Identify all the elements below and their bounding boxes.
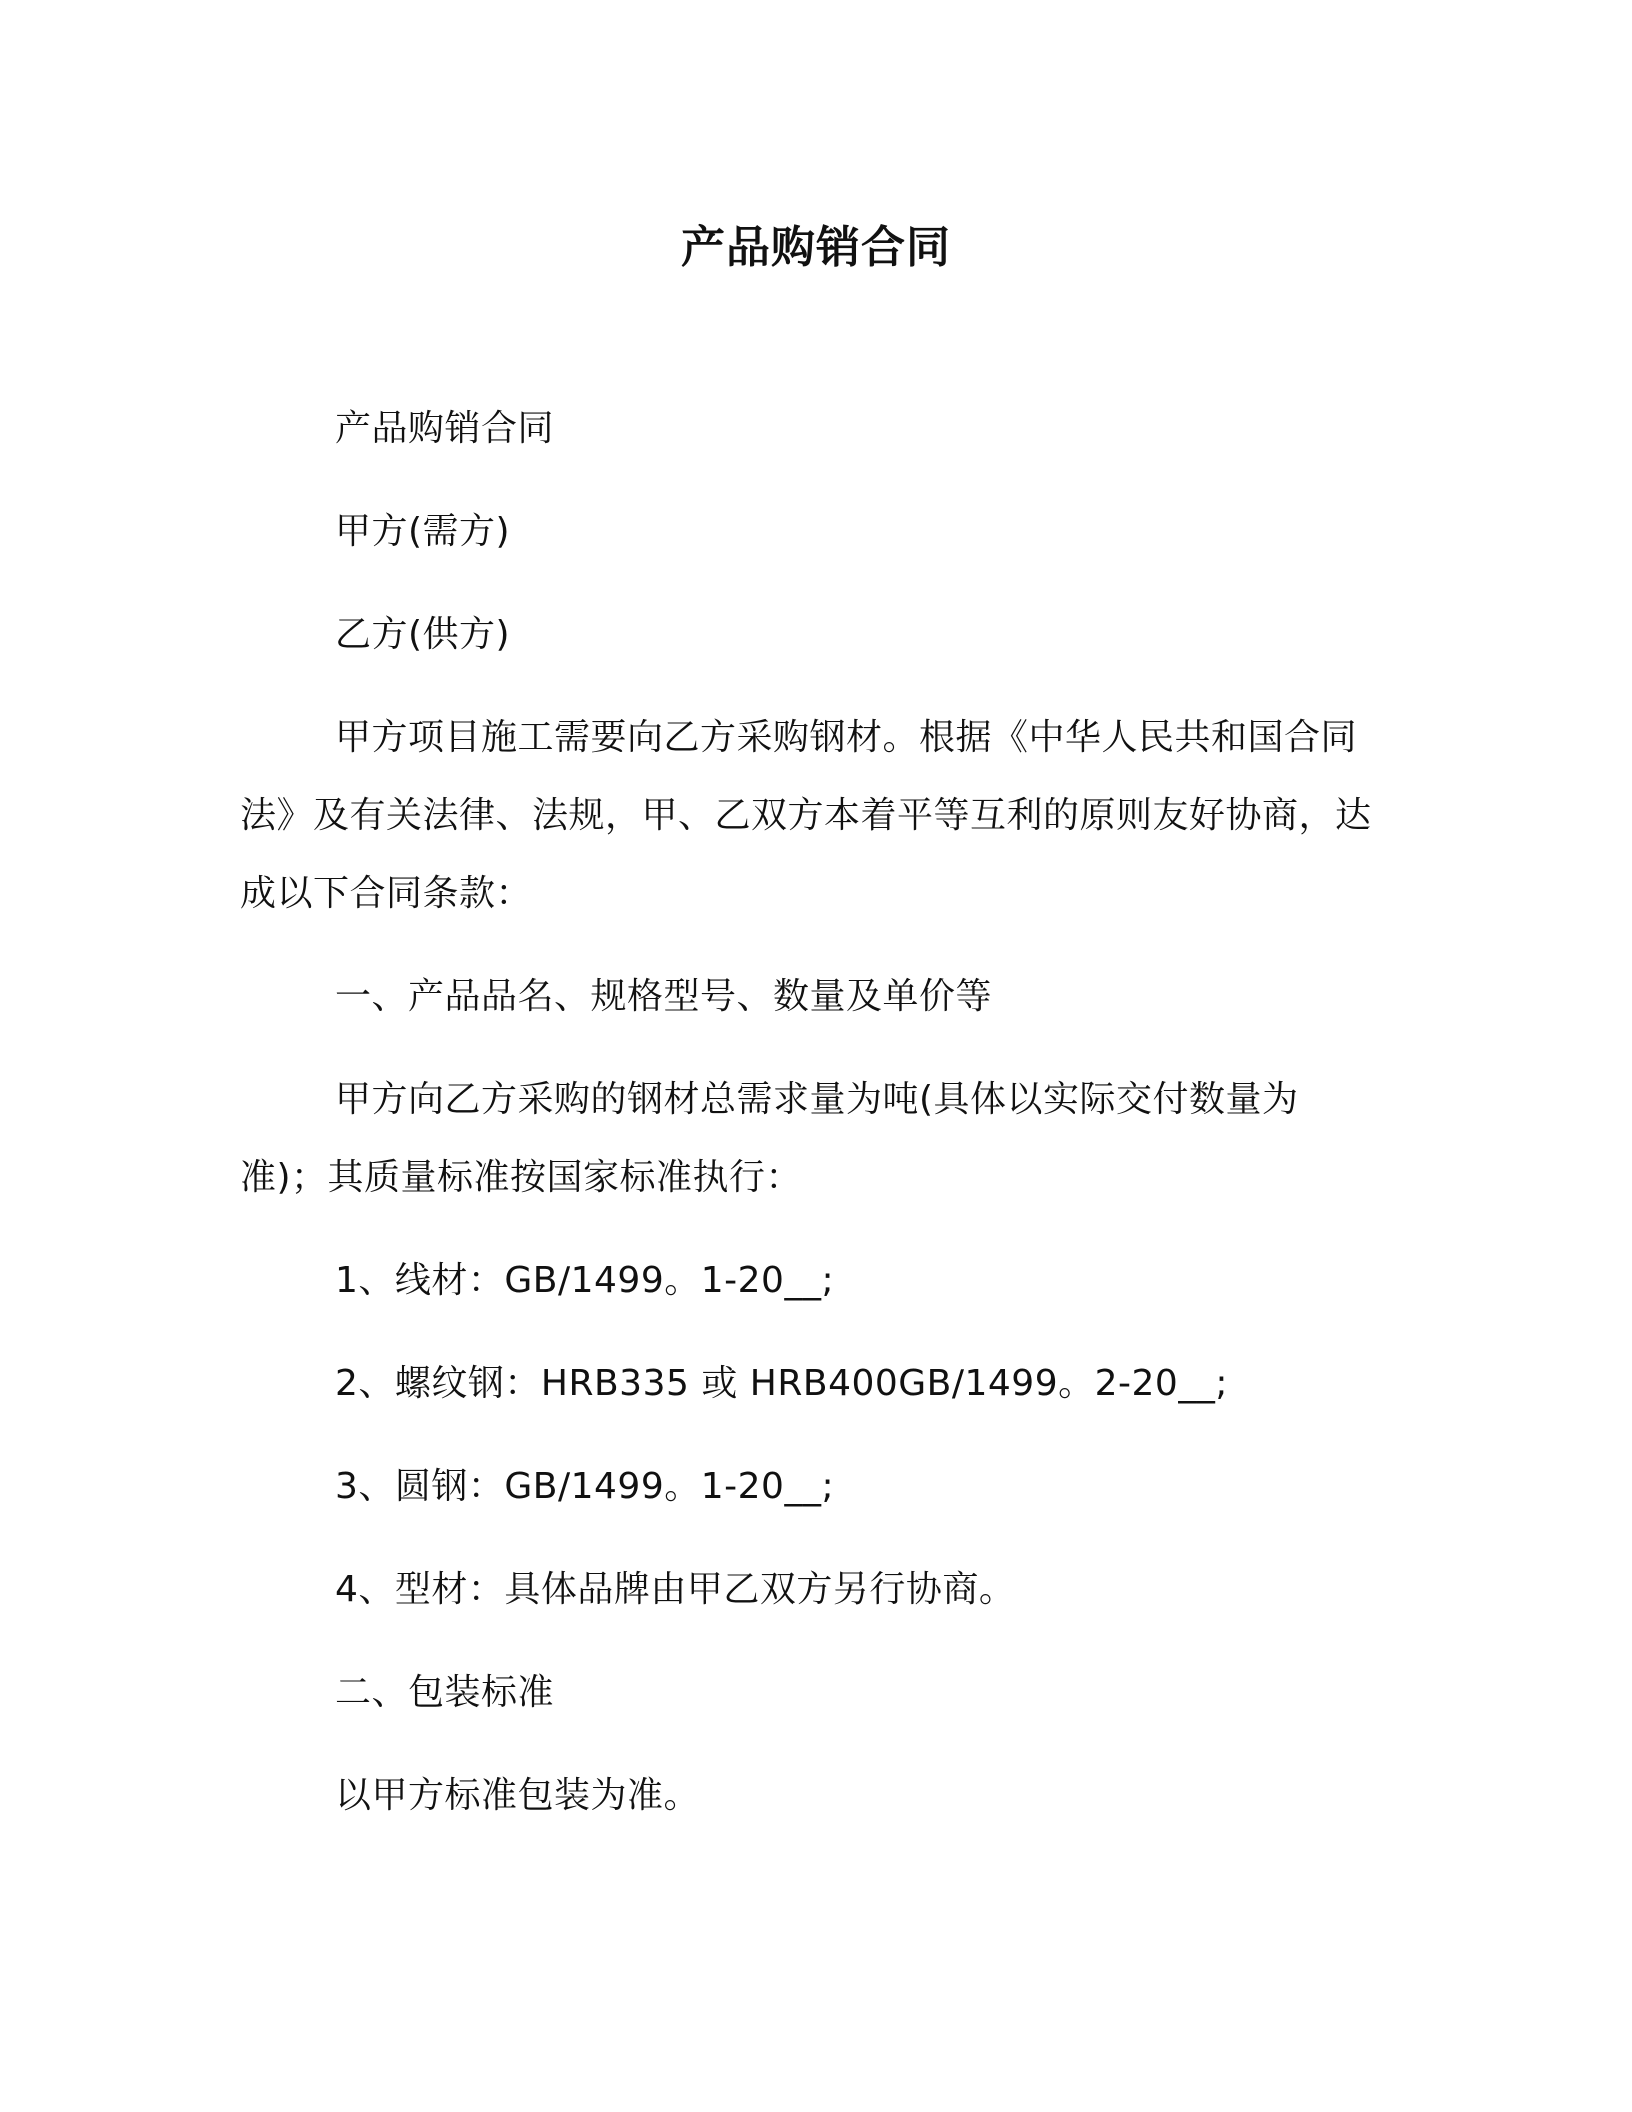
paragraph-contract-heading: 产品购销合同	[335, 408, 555, 449]
paragraph-packaging-standard: 以甲方标准包装为准。	[335, 1775, 701, 1816]
document-body	[240, 390, 1380, 1835]
list-item-profiles: 4、型材：具体品牌由甲乙双方另行协商。	[335, 1569, 1016, 1610]
paragraph-party-a: 甲方(需方)	[335, 511, 511, 552]
document-title: 产品购销合同	[681, 222, 951, 273]
paragraph-party-b: 乙方(供方)	[335, 614, 511, 655]
section-heading-products: 一、产品品名、规格型号、数量及单价等	[335, 976, 993, 1017]
list-item-round-steel: 3、圆钢：GB/1499。1-20__;	[335, 1466, 835, 1507]
list-item-wire-rod: 1、线材：GB/1499。1-20__;	[335, 1260, 835, 1301]
paragraph-preamble: 甲方项目施工需要向乙方采购钢材。根据《中华人民共和国合同法》及有关法律、法规，甲、乙双方本着平等互利的原则友好协商，达成以下合同条款：	[240, 717, 1372, 914]
list-item-rebar: 2、螺纹钢：HRB335 或 HRB400GB/1499。2-20__;	[335, 1363, 1228, 1404]
paragraph-quantity-standard: 甲方向乙方采购的钢材总需求量为吨(具体以实际交付数量为准)；其质量标准按国家标准执行：	[240, 1079, 1299, 1198]
section-heading-packaging: 二、包装标准	[335, 1672, 555, 1713]
